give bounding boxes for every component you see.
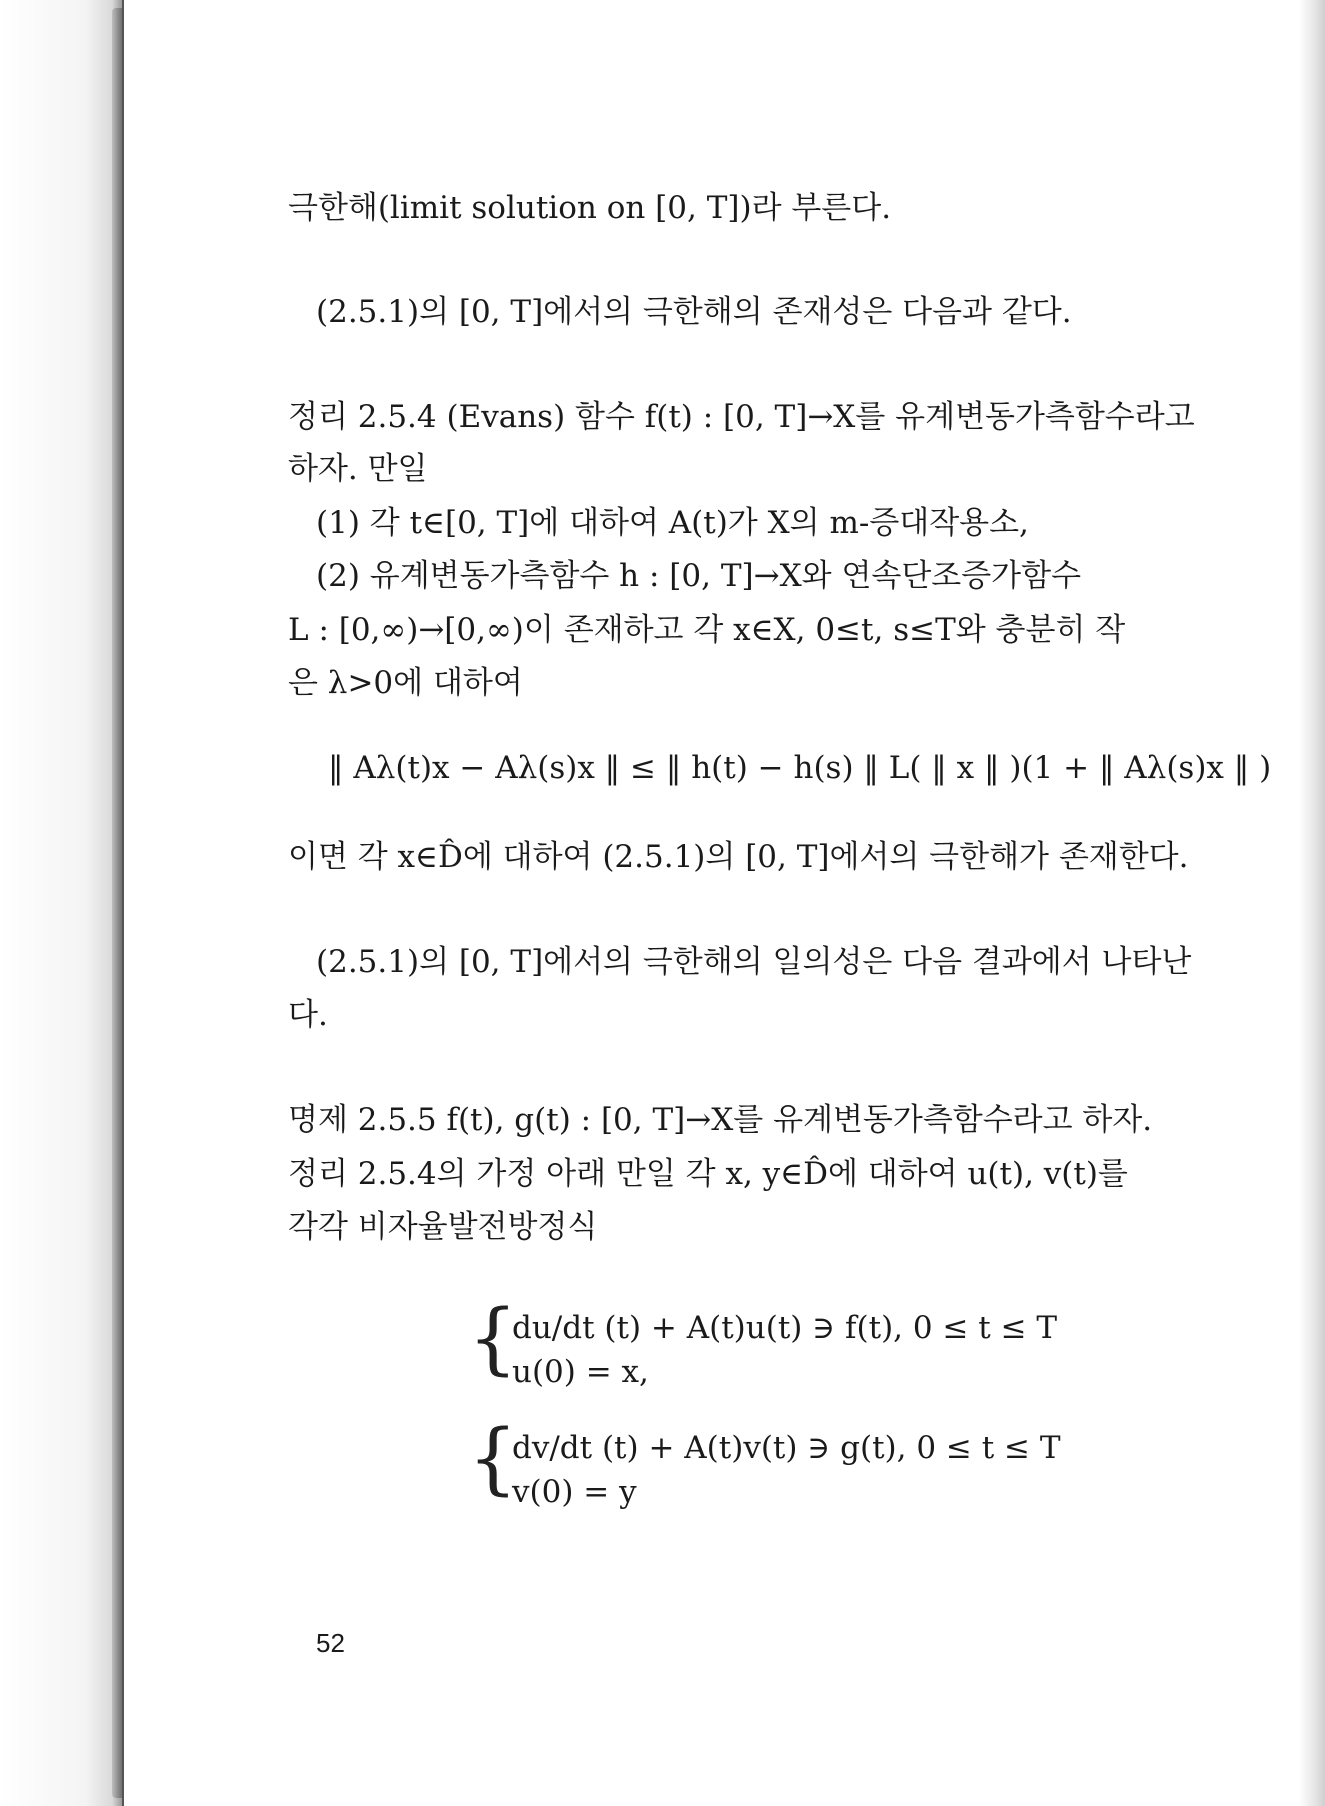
text-line-7: L : [0,∞)→[0,∞)이 존재하고 각 x∈X, 0≤t, s≤T와 충분히 작 [288, 612, 1126, 648]
condition-2: (2) 유계변동가측함수 h : [0, T]→X와 연속단조증가함수 [316, 558, 1082, 594]
inequality-formula: ‖ Aλ(t)x − Aλ(s)x ‖ ≤ ‖ h(t) − h(s) ‖ L( ‖ x ‖ )(1 + ‖ Aλ(s)x ‖ ) [328, 750, 1272, 786]
system-brace-2: { [468, 1414, 518, 1504]
proposition-heading: 명제 2.5.5 f(t), g(t) : [0, T]→X를 유계변동가측함수라고 하자. [288, 1102, 1153, 1138]
system1-initial: u(0) = x, [512, 1354, 649, 1390]
page-number: 52 [316, 1628, 345, 1658]
condition-1: (1) 각 t∈[0, T]에 대하여 A(t)가 X의 m-증대작용소, [316, 505, 1029, 541]
book-spine [0, 0, 122, 1806]
text-line-13: 정리 2.5.4의 가정 아래 만일 각 x, y∈D̂에 대하여 u(t), v(t)를 [288, 1156, 1128, 1192]
text-line-14: 각각 비자율발전방정식 [288, 1209, 598, 1245]
page-right-shadow [1299, 0, 1325, 1806]
text-line-11: 다. [288, 997, 328, 1033]
system1-equation: du/dt (t) + A(t)u(t) ∋ f(t), 0 ≤ t ≤ T [512, 1310, 1058, 1346]
theorem-heading: 정리 2.5.4 (Evans) 함수 f(t) : [0, T]→X를 유계변동가측함수라고 [288, 399, 1195, 435]
system-brace-1: { [468, 1294, 518, 1384]
system2-equation: dv/dt (t) + A(t)v(t) ∋ g(t), 0 ≤ t ≤ T [512, 1430, 1061, 1466]
page-stack-edge [112, 8, 122, 1798]
text-line-4: 하자. 만일 [288, 451, 428, 487]
text-line-8: 은 λ>0에 대하여 [288, 665, 523, 701]
text-line-2: (2.5.1)의 [0, T]에서의 극한해의 존재성은 다음과 같다. [316, 294, 1072, 330]
text-line-1: 극한해(limit solution on [0, T])라 부른다. [288, 190, 892, 226]
text-line-9: 이면 각 x∈D̂에 대하여 (2.5.1)의 [0, T]에서의 극한해가 존재한다. [288, 839, 1189, 875]
book-page [122, 0, 1304, 1806]
system2-initial: v(0) = y [512, 1474, 637, 1510]
text-line-10: (2.5.1)의 [0, T]에서의 극한해의 일의성은 다음 결과에서 나타난 [316, 944, 1192, 980]
